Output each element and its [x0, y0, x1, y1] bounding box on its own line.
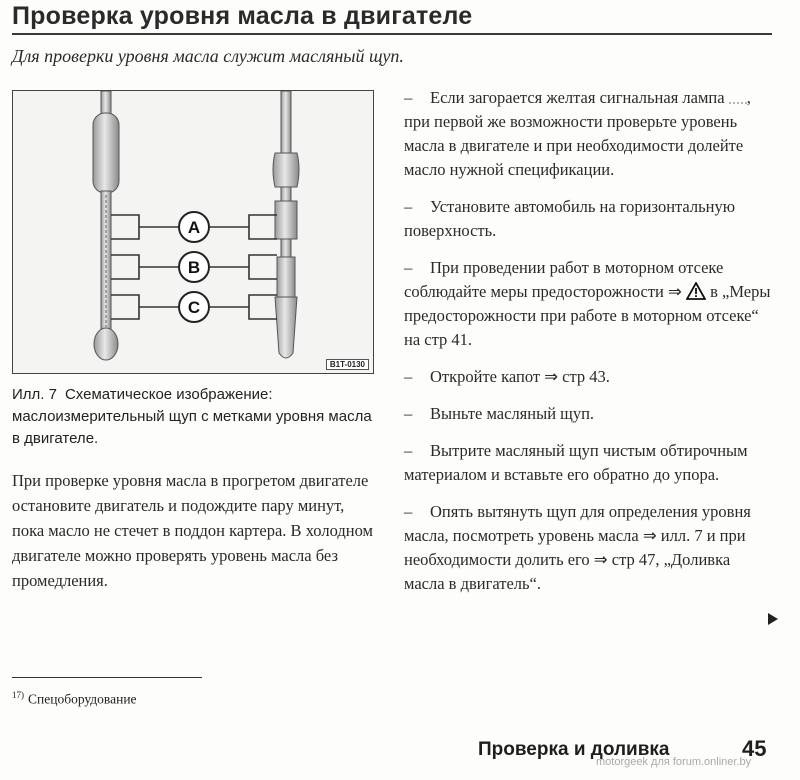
watermark: motorgeek для forum.onliner.by: [596, 756, 752, 768]
dash: –: [404, 441, 413, 460]
footnote-number: 17): [12, 690, 24, 700]
list-item: [404, 256, 772, 352]
page-subtitle: Для проверки уровня масла служит масляный щуп.: [12, 46, 404, 66]
footer-section-title: Проверка и доливка: [478, 739, 670, 760]
dipstick-figure: [12, 90, 374, 374]
dash: –: [404, 502, 413, 521]
mark-c: [179, 292, 209, 322]
list-item: [404, 402, 772, 426]
step-text: Вытрите масляный щуп чистым обтирочным материалом и вставьте его обратно до упора.: [404, 441, 748, 484]
footnote-text: Спецоборудование: [28, 691, 137, 707]
list-item: [404, 500, 772, 596]
mark-a-label: A: [187, 218, 201, 237]
figure-caption: [12, 384, 374, 450]
oil-lamp-icon: [729, 90, 747, 104]
list-item: [404, 195, 772, 243]
footnote: [12, 690, 137, 708]
list-item: [404, 365, 772, 389]
step-text: Опять вытянуть щуп для определения уровня масла, посмотреть уровень масла ⇒ илл. 7 и при необходимости долить его ⇒ стр 47, „Доливка масла в двигатель“.: [404, 502, 751, 593]
mark-a: [179, 212, 209, 242]
figure-code: B1T-0130: [326, 359, 369, 370]
dipstick-illustration: [13, 91, 375, 375]
step-text: в „Меры предосторожности при работе в моторном отсеке“ на стр 41.: [404, 282, 771, 349]
caption-text: Схематическое изображение: маслоизмерительный щуп с метками уровня масла в двигателе.: [12, 386, 372, 447]
step-text: , при первой же возможности проверьте уровень масла в двигателе и при необходимости долейте масло нужной спецификации.: [404, 88, 751, 179]
mark-c-label: C: [187, 298, 201, 317]
body-paragraph: При проверке уровня масла в прогретом двигателе остановите двигатель и подождите пару минут, пока масло не стечет в поддон картера. В холодном двигателе можно проверять уровень масла без промедления.: [12, 471, 373, 590]
list-item: [404, 439, 772, 487]
step-text: Если загорается желтая сигнальная лампа: [430, 88, 725, 107]
mark-b: [179, 252, 209, 282]
mark-b-label: B: [187, 258, 201, 277]
dash: –: [404, 88, 413, 107]
page-number: 45: [742, 736, 767, 761]
dash: –: [404, 404, 413, 423]
step-text: При проведении работ в моторном отсеке соблюдайте меры предосторожности ⇒: [404, 258, 724, 301]
caption-label: Илл. 7: [12, 386, 57, 403]
right-dipstick: [273, 91, 299, 358]
title-divider: [12, 33, 772, 35]
step-text: Выньте масляный щуп.: [430, 404, 595, 423]
warning-triangle-icon: [686, 282, 706, 300]
step-text: Установите автомобиль на горизонтальную поверхность.: [404, 197, 736, 240]
list-item: [404, 86, 772, 182]
dash: –: [404, 197, 413, 216]
step-text: Откройте капот ⇒ стр 43.: [430, 367, 610, 386]
dash: –: [404, 258, 413, 277]
dash: –: [404, 367, 413, 386]
footnote-divider: [12, 677, 202, 678]
steps-list: [404, 86, 772, 609]
page-title: Проверка уровня масла в двигателе: [12, 2, 473, 30]
continue-arrow-icon: [768, 613, 778, 625]
